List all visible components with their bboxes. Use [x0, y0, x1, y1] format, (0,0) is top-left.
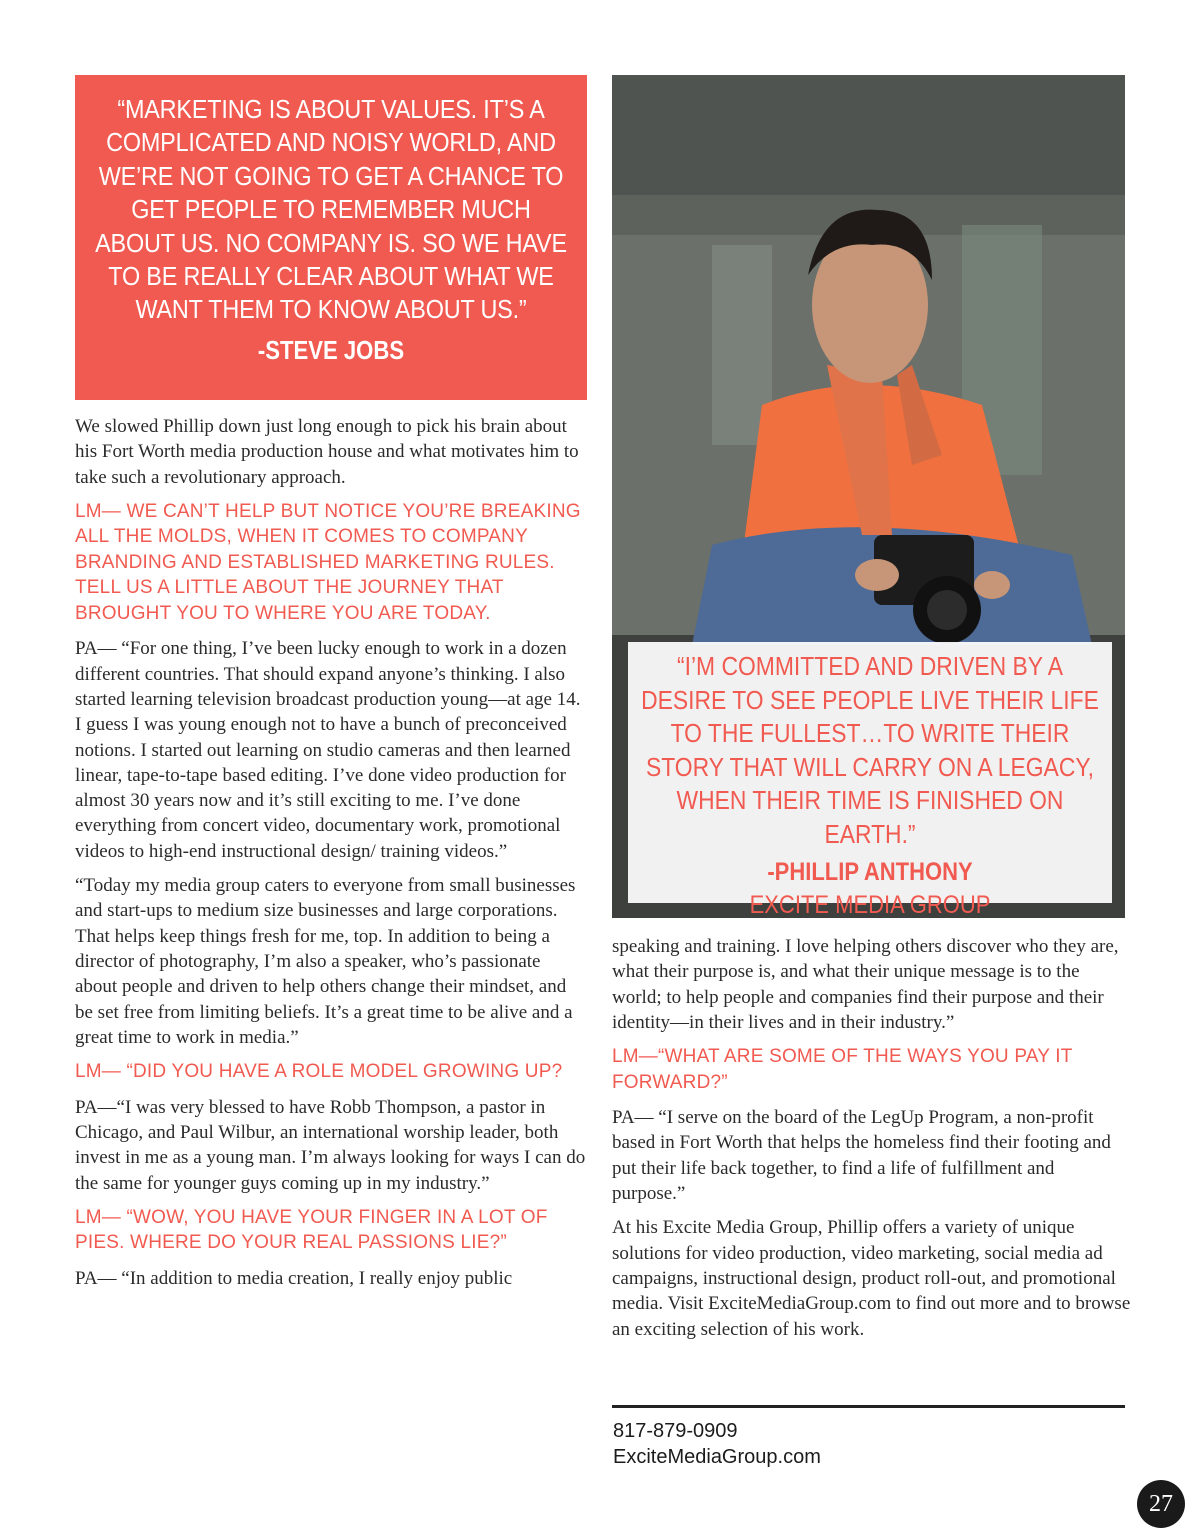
intro-paragraph: We slowed Phillip down just long enough to pick his brain about his Fort Worth media production house and what motivates him to take such a revolutionary approach. — [75, 416, 579, 488]
interview-question: LM—“WHAT ARE SOME OF THE WAYS YOU PAY IT FORWARD?” — [612, 1046, 1073, 1093]
interview-question: LM— “WOW, YOU HAVE YOUR FINGER IN A LOT OF PIES. WHERE DO YOUR REAL PASSIONS LIE?” — [75, 1206, 548, 1254]
interview-answer: “Today my media group caters to everyone from small businesses and start-ups to medium size businesses and large corporations. That helps keep things fresh for me, top. In addition to being a director of photography, I’m also a speaker, who’s passionate about people and driven to help others change their mindset, and be set free from limiting beliefs. It’s a great time to be alive and a great time to work in media.” — [75, 875, 576, 1048]
interview-question: LM— WE CAN’T HELP BUT NOTICE YOU’RE BREAKING ALL THE MOLDS, WHEN IT COMES TO COMPANY BRANDING AND ESTABLISHED MARKETING RULES. TELL US A LITTLE ABOUT THE JOURNEY THAT BROUGHT YOU TO WHERE YOU ARE TODAY. — [75, 500, 581, 624]
contact-divider — [612, 1405, 1125, 1408]
right-column — [612, 934, 1132, 1351]
photo-quote-org: EXCITE MEDIA GROUP — [749, 890, 991, 919]
pull-quote-box — [75, 75, 587, 400]
closing-paragraph: At his Excite Media Group, Phillip offers a variety of unique solutions for video production, video marketing, social media ad campaigns, instructional design, product roll-out, and promotional media. Visit ExciteMediaGroup.com to find out more and to browse an exciting selection of his work. — [612, 1217, 1131, 1340]
photo-quote-text: “I’M COMMITTED AND DRIVEN BY A DESIRE TO SEE PEOPLE LIVE THEIR LIFE TO THE FULLEST…TO WRITE THEIR STORY THAT WILL CARRY ON A LEGACY, WHEN THEIR TIME IS FINISHED ON EARTH.” — [641, 651, 1099, 849]
interview-question: LM— “DID YOU HAVE A ROLE MODEL GROWING UP? — [75, 1061, 563, 1083]
pull-quote-author: -STEVE JOBS — [257, 334, 405, 365]
pull-quote-text: “MARKETING IS ABOUT VALUES. IT’S A COMPLICATED AND NOISY WORLD, AND WE’RE NOT GOING TO GET A CHANCE TO GET PEOPLE TO REMEMBER MUCH ABOUT US. NO COMPANY IS. SO WE HAVE TO BE REALLY CLEAR ABOUT WHAT WE WANT THEM TO KNOW ABOUT US.” — [95, 94, 567, 325]
photo-quote-author: -PHILLIP ANTHONY — [767, 857, 973, 886]
left-column — [75, 414, 587, 1300]
page-number: 27 — [1137, 1480, 1185, 1528]
interview-answer: speaking and training. I love helping others discover who they are, what their purpose is, and what their unique message is to the world; to help people and companies find their purpose and their identity—in their lives and in their industry.” — [612, 936, 1119, 1033]
interview-answer: PA— “In addition to media creation, I really enjoy public — [75, 1267, 513, 1289]
interview-answer: PA—“I was very blessed to have Robb Thompson, a pastor in Chicago, and Paul Wilbur, an international worship leader, both invest in me as a young man. I’m always looking for ways I can do the same for younger guys coming up in my industry.” — [75, 1096, 586, 1194]
interview-answer: PA— “For one thing, I’ve been lucky enough to work in a dozen different countries. That should expand anyone’s thinking. I also started learning television broadcast production young—at age 14. I guess I was young enough not to have a bunch of preconceived notions. I started out learning on studio cameras and then learned linear, tape-to-tape based editing. I’ve done video production for almost 30 years now and it’s still exciting to me. I’ve done everything from concert video, documentary work, promotional videos to high-end instructional design/ training videos.” — [75, 638, 581, 862]
contact-block — [613, 1418, 821, 1470]
photo-quote-box — [628, 642, 1112, 919]
contact-website[interactable]: ExciteMediaGroup.com — [613, 1446, 821, 1468]
interview-answer: PA— “I serve on the board of the LegUp Program, a non-profit based in Fort Worth that helps the homeless find their footing and put their life back together, to find a life of fulfillment and purpose.” — [612, 1107, 1111, 1205]
contact-phone: 817-879-0909 — [613, 1420, 738, 1442]
